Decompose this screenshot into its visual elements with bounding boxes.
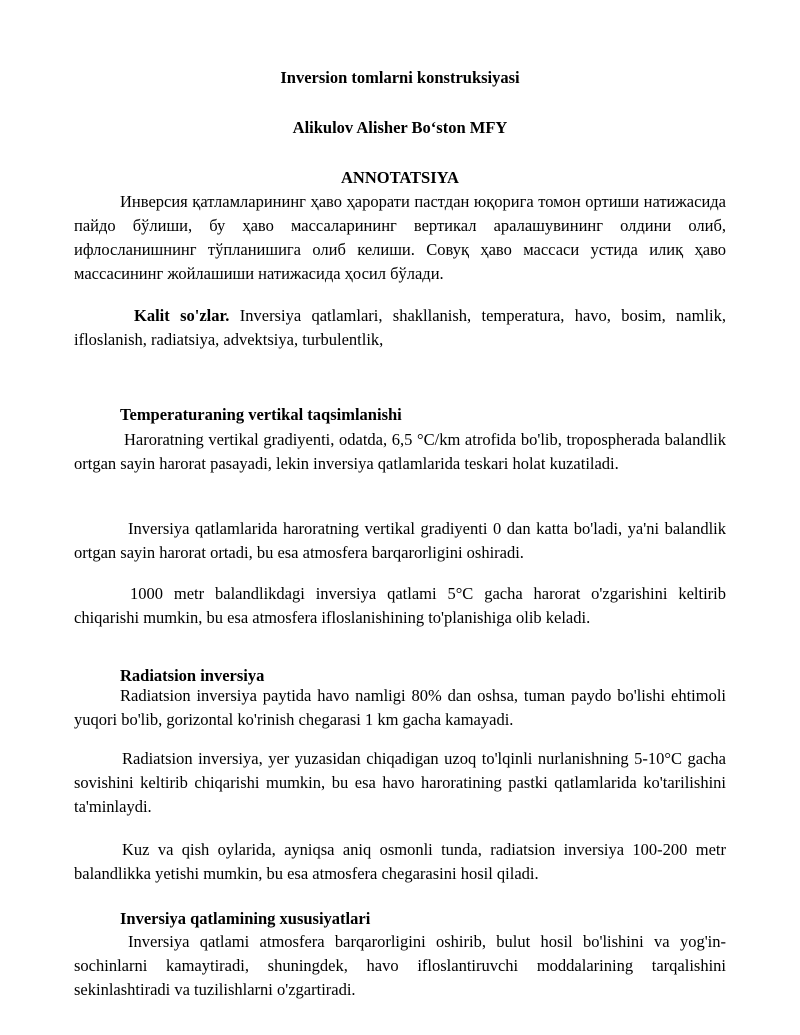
keywords-label: Kalit so'zlar.	[134, 306, 230, 325]
section-heading: Inversiya qatlamining xususiyatlari	[120, 909, 371, 928]
annotation-heading: ANNOTATSIYA	[341, 168, 459, 187]
section-paragraph: Kuz va qish oylarida, ayniqsa aniq osmonli tunda, radiatsion inversiya 100-200 metr balandlikka yetishi mumkin, bu esa atmosfera chegarasini hosil qiladi.	[74, 840, 726, 883]
section-paragraph: 1000 metr balandlikdagi inversiya qatlami 5°C gacha harorat o'zgarishini keltirib chiqarishi mumkin, bu esa atmosfera ifloslanishining to'planishiga olib keladi.	[74, 584, 726, 627]
section-paragraph: Haroratning vertikal gradiyenti, odatda, 6,5 °C/km atrofida bo'lib, tropospherada balandlik ortgan sayin harorat pasayadi, lekin inversiya qatlamlarida teskari holat kuzatiladi.	[74, 430, 726, 473]
keywords-paragraph	[74, 304, 726, 352]
keywords-text: Inversiya qatlamlari, shakllanish, temperatura, havo, bosim, namlik, ifloslanish, radiatsiya, advektsiya, turbulentlik,	[74, 306, 726, 349]
section-paragraph: Radiatsion inversiya, yer yuzasidan chiqadigan uzoq to'lqinli nurlanishning 5-10°C gacha sovishini keltirib chiqarishi mumkin, bu esa havo haroratining pastki qatlamlarida ko'tarilishini ta'minlaydi.	[74, 749, 726, 816]
section-paragraph: Inversiya qatlami atmosfera barqarorligini oshirib, bulut hosil bo'lishini va yog'in-sochinlarni kamaytiradi, shuningdek, havo ifloslantiruvchi moddalarining tarqalishini sekinlashtiradi va tuzilishlarni o'zgartiradi.	[74, 932, 726, 999]
author-line: Alikulov Alisher Bo‘ston MFY	[292, 118, 508, 137]
section-heading: Temperaturaning vertikal taqsimlanishi	[120, 405, 402, 424]
annotation-paragraph: Инверсия қатламларининг ҳаво ҳарорати пастдан юқорига томон ортиши натижасида пайдо бўлиши, бу ҳаво массаларининг вертикал аралашувининг олдини олиб, ифлосланишнинг тўпланишига олиб келиши. Совуқ ҳаво массаси устида илиқ ҳаво массасининг жойлашиши натижасида ҳосил бўлади.	[74, 192, 726, 283]
section-paragraph: Radiatsion inversiya paytida havo namligi 80% dan oshsa, tuman paydo bo'lishi ehtimoli yuqori bo'lib, gorizontal ko'rinish chegarasi 1 km gacha kamayadi.	[74, 686, 726, 729]
document-title: Inversion tomlarni konstruksiyasi	[280, 68, 520, 87]
section-paragraph: Inversiya qatlamlarida haroratning vertikal gradiyenti 0 dan katta bo'ladi, ya'ni balandlik ortgan sayin harorat ortadi, bu esa atmosfera barqarorligini oshiradi.	[74, 519, 726, 562]
section-heading: Radiatsion inversiya	[120, 666, 265, 685]
